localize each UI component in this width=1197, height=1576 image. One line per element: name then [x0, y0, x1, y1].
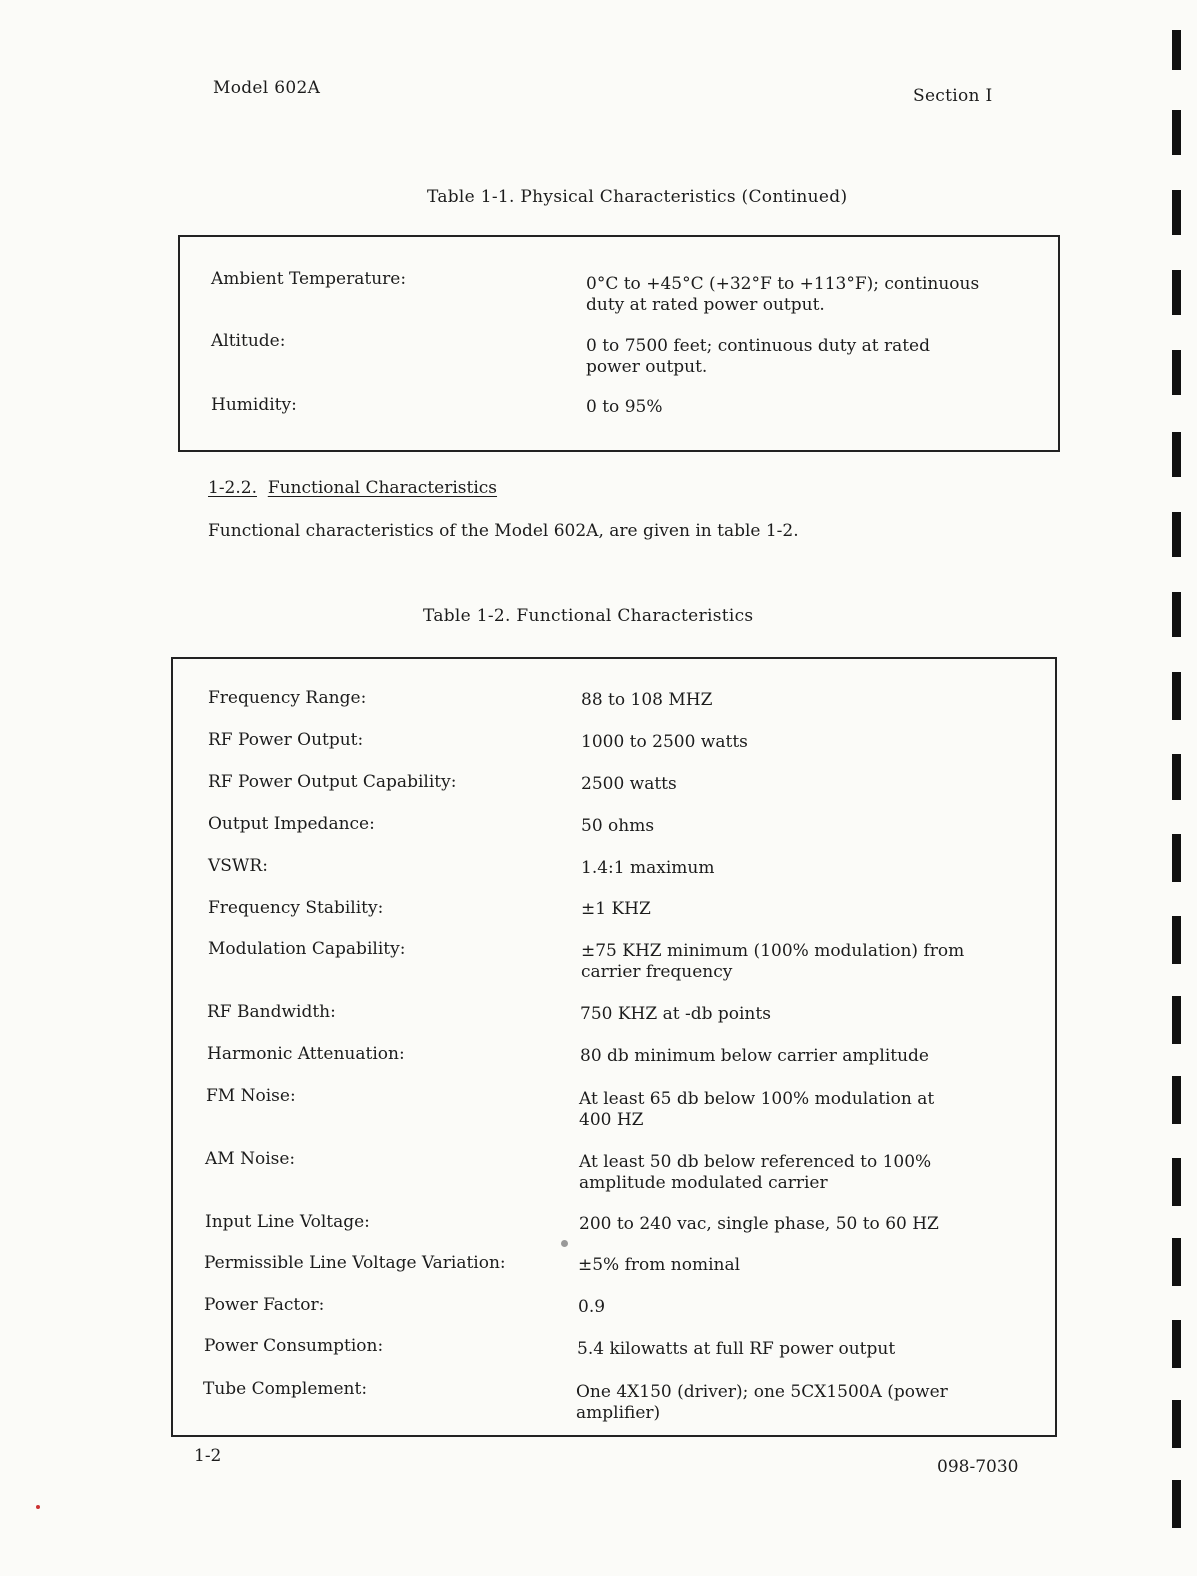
binding-mark [1172, 350, 1181, 395]
row-value: 0°C to +45°C (+32°F to +113°F); continuous duty at rated power output. [586, 274, 980, 315]
row-label: Frequency Range: [208, 688, 367, 708]
row-value: 750 KHZ at -db points [580, 1004, 771, 1024]
row-label: Input Line Voltage: [205, 1212, 370, 1232]
binding-mark [1172, 512, 1181, 557]
row-value: 1.4:1 maximum [581, 858, 715, 878]
binding-mark [1172, 672, 1181, 720]
binding-mark [1172, 592, 1181, 637]
binding-mark [1172, 30, 1181, 70]
row-value: ±75 KHZ minimum (100% modulation) from carrier frequency [581, 941, 965, 982]
section-number: 1-2.2. [208, 478, 257, 498]
binding-mark [1172, 190, 1181, 235]
row-value: 1000 to 2500 watts [581, 732, 748, 752]
row-value: 2500 watts [581, 774, 677, 794]
document-number: 098-7030 [937, 1457, 1019, 1477]
binding-mark [1172, 110, 1181, 155]
row-label: Altitude: [211, 331, 286, 351]
binding-mark [1172, 432, 1181, 477]
binding-mark [1172, 1238, 1181, 1286]
row-value: One 4X150 (driver); one 5CX1500A (power amplifier) [576, 1382, 948, 1423]
table1-caption: Table 1-1. Physical Characteristics (Continued) [427, 187, 848, 207]
row-label: RF Power Output Capability: [208, 772, 457, 792]
row-label: VSWR: [208, 856, 268, 876]
binding-mark [1172, 754, 1181, 800]
table2-functional-characteristics [171, 657, 1057, 1437]
section-header: Section I [913, 86, 993, 106]
binding-mark [1172, 270, 1181, 315]
row-value: 88 to 108 MHZ [581, 690, 713, 710]
row-label: Permissible Line Voltage Variation: [204, 1253, 506, 1273]
row-value: At least 50 db below referenced to 100% amplitude modulated carrier [579, 1152, 932, 1193]
binding-mark [1172, 1480, 1181, 1528]
row-label: Frequency Stability: [208, 898, 384, 918]
row-value: 200 to 240 vac, single phase, 50 to 60 HZ [579, 1214, 939, 1234]
model-header: Model 602A [213, 78, 321, 98]
row-label: Humidity: [211, 395, 297, 415]
row-label: FM Noise: [206, 1086, 296, 1106]
row-value: At least 65 db below 100% modulation at 400 HZ [579, 1089, 935, 1130]
page-number: 1-2 [194, 1446, 222, 1466]
binding-mark [1172, 1076, 1181, 1124]
section-paragraph: Functional characteristics of the Model 602A, are given in table 1-2. [208, 521, 799, 541]
scan-speck [36, 1505, 40, 1509]
section-title: Functional Characteristics [267, 478, 498, 498]
row-label: Modulation Capability: [208, 939, 406, 959]
row-label: Harmonic Attenuation: [207, 1044, 405, 1064]
row-value: 5.4 kilowatts at full RF power output [577, 1339, 896, 1359]
row-value: 0.9 [578, 1297, 606, 1317]
binding-mark [1172, 1320, 1181, 1368]
row-label: AM Noise: [205, 1149, 296, 1169]
binding-mark [1172, 916, 1181, 964]
row-label: Output Impedance: [208, 814, 375, 834]
scan-speck [561, 1240, 568, 1247]
row-value: 80 db minimum below carrier amplitude [580, 1046, 929, 1066]
binding-mark [1172, 1158, 1181, 1206]
row-value: 0 to 7500 feet; continuous duty at rated power output. [586, 336, 930, 377]
row-value: ±5% from nominal [578, 1255, 741, 1275]
row-label: Power Consumption: [204, 1336, 384, 1356]
table2-caption: Table 1-2. Functional Characteristics [423, 606, 754, 626]
section-heading [208, 478, 497, 498]
row-value: ±1 KHZ [581, 899, 651, 919]
row-label: Power Factor: [204, 1295, 325, 1315]
binding-mark [1172, 834, 1181, 882]
table1-physical-characteristics [178, 235, 1060, 452]
row-label: RF Power Output: [208, 730, 364, 750]
row-label: Tube Complement: [203, 1379, 368, 1399]
row-value: 50 ohms [581, 816, 655, 836]
row-label: RF Bandwidth: [207, 1002, 336, 1022]
row-label: Ambient Temperature: [211, 269, 407, 289]
binding-mark [1172, 996, 1181, 1044]
row-value: 0 to 95% [586, 397, 663, 417]
binding-mark [1172, 1400, 1181, 1448]
